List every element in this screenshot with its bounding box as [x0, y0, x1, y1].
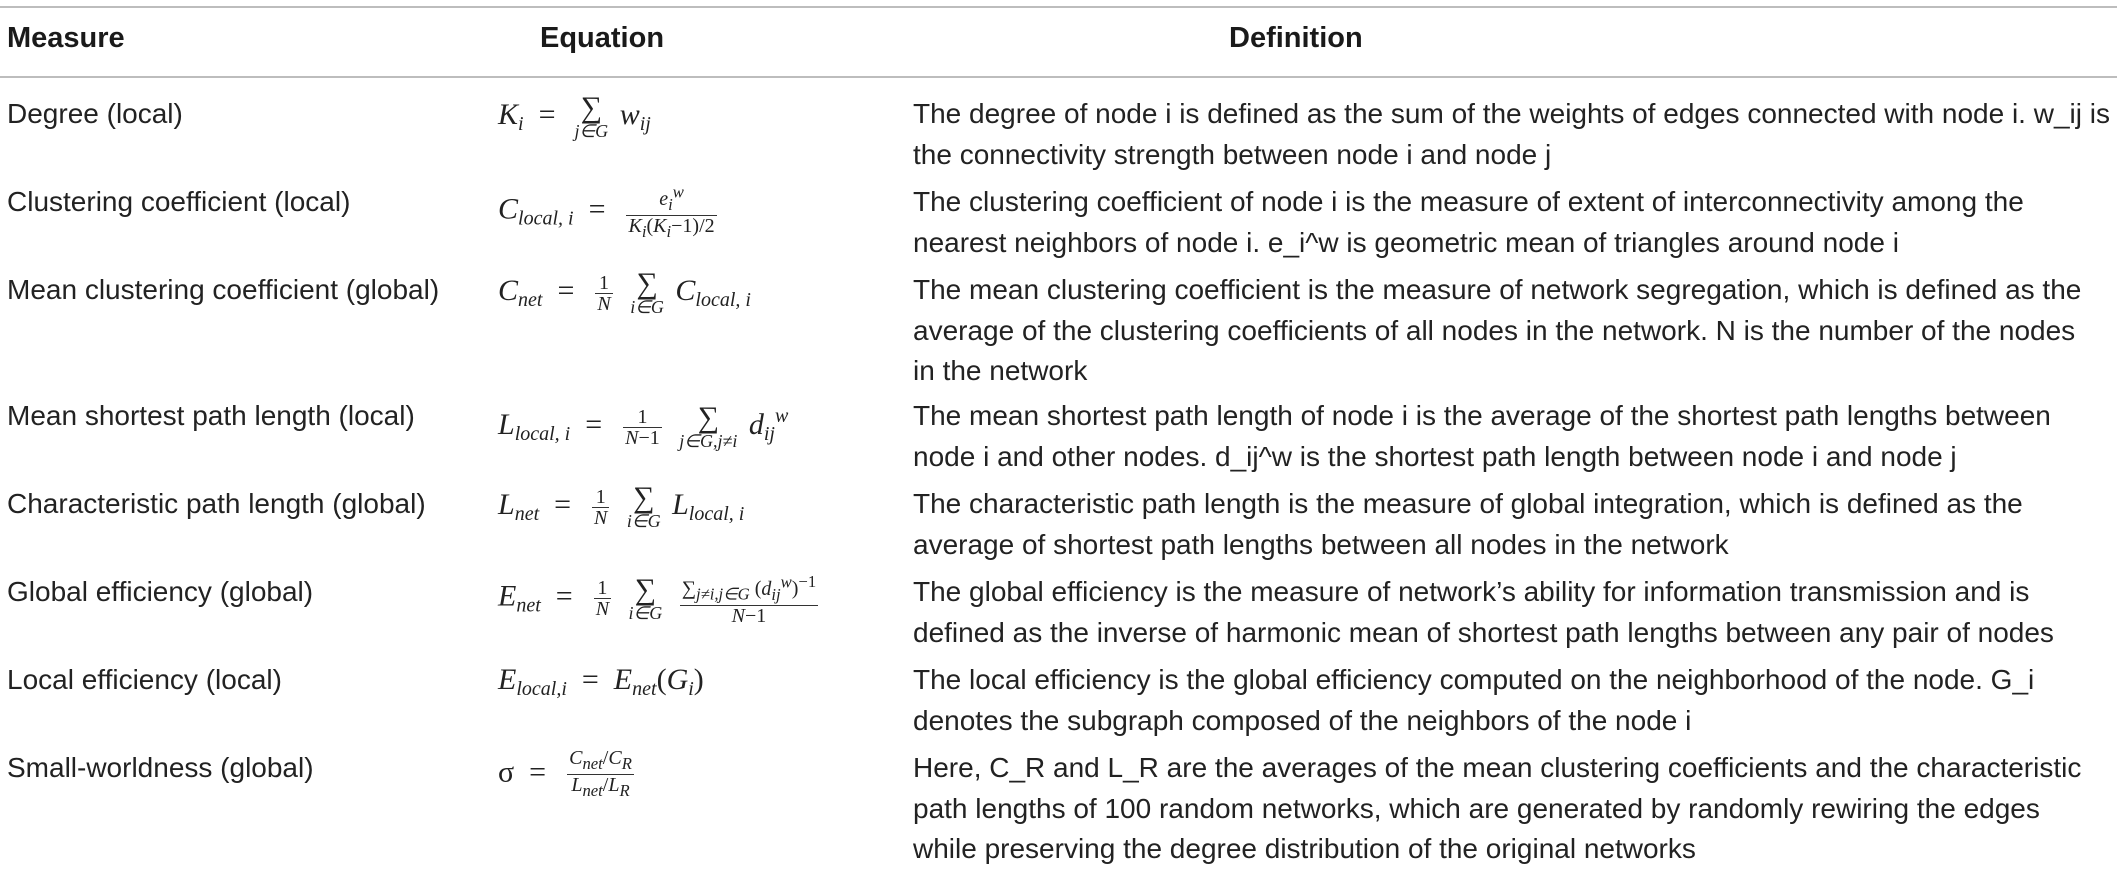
definition-line: defined as the inverse of harmonic mean of shortest path lengths between any pair of nodes — [913, 616, 2054, 648]
definition-cell — [913, 396, 2109, 477]
definition-line: The mean shortest path length of node i is the average of the shortest path lengths between — [913, 400, 2051, 431]
definition-line: The clustering coefficient of node i is the measure of extent of interconnectivity among the — [913, 186, 2024, 217]
equation-cell: $L_{net}$ = $\frac{1}{N}$ ∑ i∈G $L_{local, i}$ — [498, 481, 745, 531]
definition-cell — [913, 572, 2109, 653]
measure-cell: Degree (local) — [7, 98, 183, 129]
definition-cell — [913, 660, 2109, 741]
measure-cell: Local efficiency (local) — [7, 664, 282, 695]
equation-cell: $C_{local, i}$ = $\frac{e_i^w}{K_i(K_i-1)/2}$ — [498, 182, 715, 241]
definition-cell — [913, 484, 2109, 565]
equation-cell: σ = $\frac{C_{net}/C_R}{L_{net}/L_R}$ — [498, 747, 632, 800]
definition-line: The global efficiency is the measure of network’s ability for information transmission and is — [913, 576, 2030, 607]
top-rule — [0, 6, 2117, 8]
measure-cell: Small-worldness (global) — [7, 752, 314, 783]
definition-line: while preserving the degree distribution of the original networks — [913, 833, 1696, 864]
equation-cell: $K_i$ = ∑ j∈G $w_{ij}$ — [498, 91, 651, 141]
measure-cell: Mean shortest path length (local) — [7, 400, 415, 431]
definition-line: denotes the subgraph composed of the neighbors of the node i — [913, 704, 1692, 736]
definition-line: The degree of node i is defined as the sum of the weights of edges connected with node i. w_ij is — [913, 98, 2110, 129]
equation-cell: $E_{net}$ = $\frac{1}{N}$ ∑ i∈G $\frac{\sum_{j\ne i,j\in G} (d_{ij}^w)^{-1}}{N-1}$ — [498, 572, 817, 627]
equation-cell: $E_{local,i} = E_{net}(G_i)$ — [498, 663, 704, 700]
measure-cell: Characteristic path length (global) — [7, 488, 426, 519]
definition-line: average of shortest path lengths between all nodes in the network — [913, 528, 1729, 560]
header-equation: Equation — [540, 22, 665, 54]
definition-line: in the network — [913, 355, 1088, 386]
definition-line: node i and other nodes. d_ij^w is the shortest path length between node i and node j — [913, 440, 1957, 472]
equation-cell: $L_{local, i}$ = $\frac{1}{N-1}$ ∑ j∈G,j≠i $d_{ij}^w$ — [498, 401, 789, 452]
definition-cell — [913, 748, 2109, 870]
definition-line: The mean clustering coefficient is the measure of network segregation, which is defined as the — [913, 274, 2082, 305]
header-definition: Definition — [1229, 22, 1363, 54]
measure-cell: Clustering coefficient (local) — [7, 186, 351, 217]
measure-cell: Mean clustering coefficient (global) — [7, 274, 440, 305]
definition-line: Here, C_R and L_R are the averages of the mean clustering coefficients and the characteristic — [913, 752, 2082, 783]
header-rule — [0, 76, 2117, 78]
definition-line: path lengths of 100 random networks, which are generated by randomly rewiring the edges — [913, 792, 2040, 824]
equation-cell: $C_{net}$ = $\frac{1}{N}$ ∑ i∈G $C_{local, i}$ — [498, 267, 751, 317]
header-measure: Measure — [7, 22, 125, 54]
definition-line: the connectivity strength between node i and node j — [913, 138, 1552, 170]
definition-line: The local efficiency is the global efficiency computed on the neighborhood of the node. G_i — [913, 664, 2035, 695]
definition-line: nearest neighbors of node i. e_i^w is geometric mean of triangles around node i — [913, 226, 1899, 258]
definition-line: The characteristic path length is the measure of global integration, which is defined as the — [913, 488, 2023, 519]
definition-cell — [913, 270, 2109, 392]
measure-cell: Global efficiency (global) — [7, 576, 314, 607]
definition-line: average of the clustering coefficients of all nodes in the network. N is the number of the nodes — [913, 314, 2076, 346]
definition-cell — [913, 182, 2109, 263]
definition-cell — [913, 94, 2109, 175]
